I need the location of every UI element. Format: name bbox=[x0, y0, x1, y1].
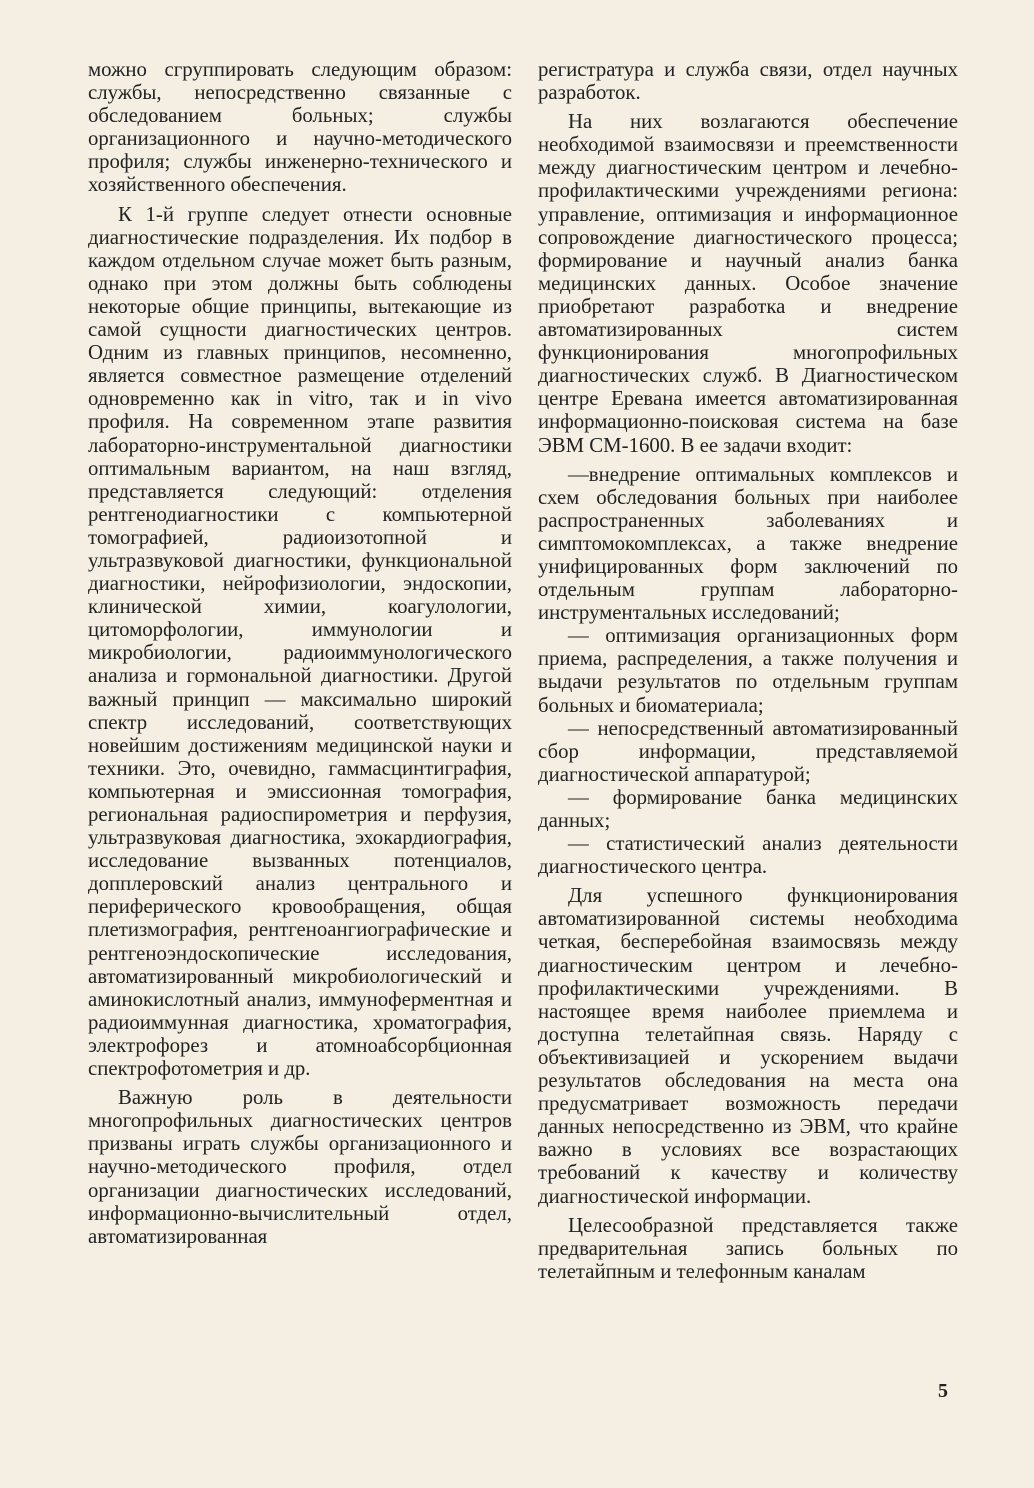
list-item: — формирование банка медицинских данных; bbox=[538, 785, 958, 832]
paragraph: Важную роль в деятельности многопрофильных диагностических центров призваны играть службы организационного и научно-методического профиля, отдел организации диагностических исследований, информационно-вычислительный отдел, автоматизированная bbox=[88, 1086, 512, 1248]
list-item: — оптимизация организационных форм приема, распределения, а также получения и выдачи результатов по отдельным группам больных и биоматериала; bbox=[538, 624, 958, 717]
right-column bbox=[538, 58, 958, 1289]
paragraph: На них возлагаются обеспечение необходимой взаимосвязи и преемственности между диагностическим центром и лечебно-профилактическими учреждениями региона: управление, оптимизация и информационное сопровождение диагностического процесса; формирование и научный анализ банка медицинских данных. Особое значение приобретают разработка и внедрение автоматизированных систем функционирования многопрофильных диагностических служб. В Диагностическом центре Еревана имеется автоматизированная информационно-поисковая система на базе ЭВМ СМ-1600. В ее задачи входит: bbox=[538, 110, 958, 457]
left-column bbox=[88, 58, 512, 1254]
list-item: —внедрение оптимальных комплексов и схем обследования больных при наиболее распространенных заболеваниях и симптомокомплексах, а также внедрение унифицированных форм заключений по отдельным группам лабораторно-инструментальных исследований; bbox=[538, 462, 958, 625]
list-item: — непосредственный автоматизированный сбор информации, представляемой диагностической аппаратурой; bbox=[538, 716, 958, 786]
paragraph: К 1-й группе следует отнести основные диагностические подразделения. Их подбор в каждом отдельном случае может быть разным, однако при этом должны быть соблюдены некоторые общие принципы, вытекающие из самой сущности диагностических центров. Одним из главных принципов, несомненно, является совместное размещение отделений одновременно как in vitro, так и in vivo профиля. На современном этапе развития лабораторно-инструментальной диагностики оптимальным вариантом, на наш взгляд, представляется следующий: отделения рентгенодиагностики с компьютерной томографией, радиоизотопной и ультразвуковой диагностики, функциональной диагностики, нейрофизиологии, эндоскопии, клинической химии, коагулологии, цитоморфологии, иммунологии и микробиологии, радиоиммунологического анализа и гормональной диагностики. Другой важный принцип — максимально широкий спектр исследований, соответствующих новейшим достижениям медицинской науки и техники. Это, очевидно, гаммасцинтиграфия, компьютерная и эмиссионная томография, региональная радиоспирометрия и перфузия, ультразвуковая диагностика, эхокардиография, исследование вызванных потенциалов, допплеровский анализ центрального и периферического кровообращения, общая плетизмография, рентгеноангиографические и рентгеноэндоскопические исследования, автоматизированный микробиологический и аминокислотный анализ, иммуноферментная и радиоиммунная диагностика, хроматография, электрофорез и атомноабсорбционная спектрофотометрия и др. bbox=[88, 202, 512, 1081]
list-item: — статистический анализ деятельности диагностического центра. bbox=[538, 832, 958, 879]
page-number: 5 bbox=[938, 1380, 948, 1402]
paragraph: можно сгруппировать следующим образом: службы, непосредственно связанные с обследованием больных; службы организационного и научно-методического профиля; службы инженерно-технического и хозяйственного обеспечения. bbox=[88, 58, 512, 197]
paragraph: регистратура и служба связи, отдел научных разработок. bbox=[538, 58, 958, 105]
paragraph: Для успешного функционирования автоматизированной системы необходима четкая, бесперебойная взаимосвязь между диагностическим центром и лечебно-профилактическими учреждениями. В настоящее время наиболее приемлема и доступна телетайпная связь. Наряду с объективизацией и ускорением выдачи результатов обследования на места она предусматривает возможность передачи данных непосредственно из ЭВМ, что крайне важно в условиях все возрастающих требований к качеству и количеству диагностической информации. bbox=[538, 884, 958, 1208]
paragraph: Целесообразной представляется также предварительная запись больных по телетайпным и телефонным каналам bbox=[538, 1213, 958, 1283]
